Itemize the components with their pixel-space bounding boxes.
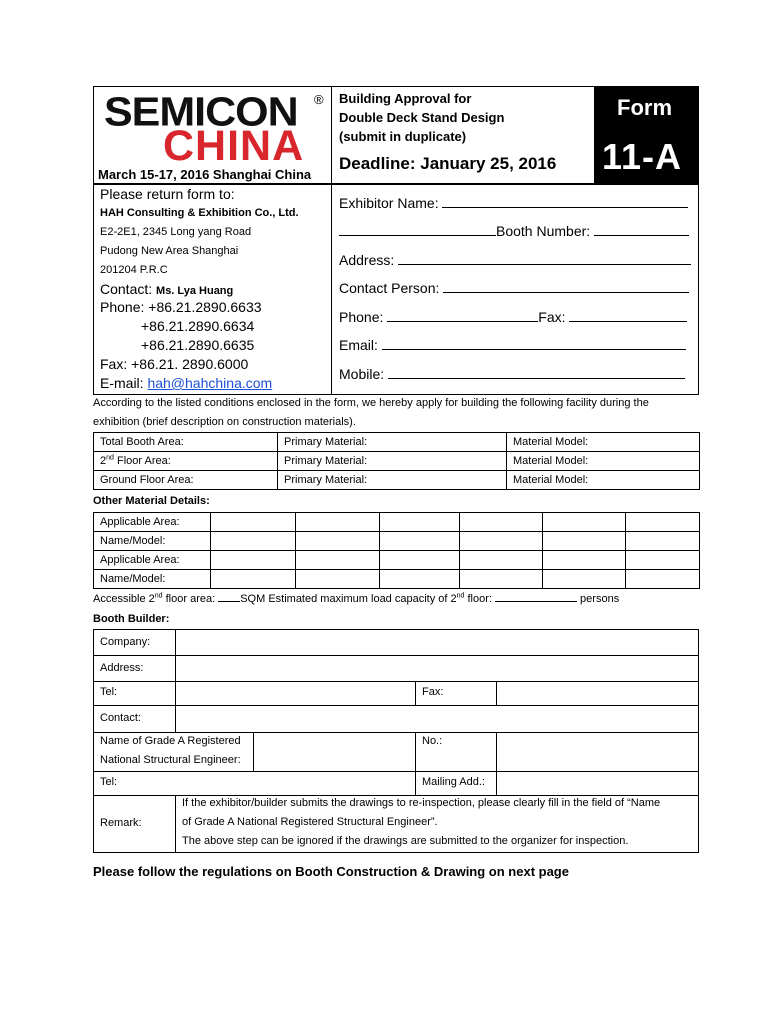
second-floor-area-cell[interactable] xyxy=(94,452,278,471)
email-field[interactable] xyxy=(339,337,686,353)
builder-contact-input[interactable] xyxy=(176,706,698,732)
builder-contact-label: Contact: xyxy=(100,712,141,724)
return-heading: Please return form to: xyxy=(100,186,235,202)
mobile-line[interactable] xyxy=(388,377,685,379)
engineer-tel-label: Tel: xyxy=(100,776,118,788)
remark-line-1: If the exhibitor/builder submits the drawings to re-inspection, please clearly fill in the field of “Name xyxy=(182,797,661,809)
input-cell[interactable] xyxy=(380,570,460,589)
booth-number-label: Booth Number: xyxy=(496,223,591,239)
second-floor-sup: nd xyxy=(106,454,114,462)
input-cell[interactable] xyxy=(626,513,700,532)
accessible-text-2: floor area: xyxy=(162,593,219,605)
primary-material-cell[interactable]: Primary Material: xyxy=(278,452,507,471)
return-phone-3: +86.21.2890.6635 xyxy=(141,337,255,353)
cell-divider xyxy=(415,681,416,705)
builder-fax-label: Fax: xyxy=(422,686,444,698)
builder-address-label: Address: xyxy=(100,662,144,674)
input-cell[interactable] xyxy=(543,513,626,532)
input-cell[interactable] xyxy=(543,551,626,570)
table-row xyxy=(94,551,700,570)
mailing-address-label: Mailing Add.: xyxy=(422,776,485,788)
input-cell[interactable] xyxy=(380,551,460,570)
input-cell[interactable] xyxy=(460,551,543,570)
builder-address-input[interactable] xyxy=(176,656,698,681)
cell-divider xyxy=(415,732,416,795)
input-cell[interactable] xyxy=(211,570,296,589)
builder-col-divider-remark xyxy=(175,795,176,853)
table-row xyxy=(94,513,700,532)
input-cell[interactable] xyxy=(380,532,460,551)
accessible-text-5: persons xyxy=(577,593,620,605)
table-row xyxy=(94,532,700,551)
deadline: Deadline: January 25, 2016 xyxy=(339,154,557,173)
accessible-area-line xyxy=(93,593,619,605)
return-address-3: 201204 P.R.C xyxy=(100,264,168,276)
mobile-field[interactable] xyxy=(339,366,685,382)
grade-a-no-label: No.: xyxy=(422,735,443,747)
phone-fax-field[interactable] xyxy=(339,309,687,325)
fax-line[interactable] xyxy=(569,320,687,322)
return-email-label: E-mail: xyxy=(100,375,144,391)
applicable-area-label: Applicable Area: xyxy=(94,513,211,532)
input-cell[interactable] xyxy=(211,532,296,551)
intro-line-1: According to the listed conditions enclosed in the form, we hereby apply for building the following facility during the xyxy=(93,397,649,409)
exhibitor-name-label: Exhibitor Name: xyxy=(339,195,439,211)
remark-line-3: The above step can be ignored if the drawings are submitted to the organizer for inspection. xyxy=(182,835,629,847)
name-model-label: Name/Model: xyxy=(94,532,211,551)
input-cell[interactable] xyxy=(211,551,296,570)
grade-a-label-2: National Structural Engineer: xyxy=(100,754,241,766)
mailing-address-input[interactable] xyxy=(497,772,698,795)
return-contact-label: Contact: xyxy=(100,281,153,297)
input-cell[interactable] xyxy=(543,570,626,589)
table-row xyxy=(94,433,700,452)
booth-number-line[interactable] xyxy=(594,234,689,236)
form-title-line3: (submit in duplicate) xyxy=(339,129,467,144)
contact-divider xyxy=(331,184,332,395)
form-label: Form xyxy=(617,95,672,120)
footer-note: Please follow the regulations on Booth Construction & Drawing on next page xyxy=(93,864,569,879)
primary-material-cell[interactable]: Primary Material: xyxy=(278,433,507,452)
input-cell[interactable] xyxy=(296,532,380,551)
form-number: 11-A xyxy=(602,136,683,177)
input-cell[interactable] xyxy=(296,513,380,532)
input-cell[interactable] xyxy=(543,532,626,551)
builder-company-label: Company: xyxy=(100,636,151,648)
address-line[interactable] xyxy=(398,263,691,265)
input-cell[interactable] xyxy=(460,570,543,589)
address-field[interactable] xyxy=(339,252,691,268)
fax-label: Fax: xyxy=(538,309,566,325)
total-booth-area-cell[interactable]: Total Booth Area: xyxy=(94,433,278,452)
accessible-text-4: floor: xyxy=(464,593,495,605)
return-contact-name: Ms. Lya Huang xyxy=(156,285,234,297)
return-fax: Fax: +86.21. 2890.6000 xyxy=(100,356,249,372)
builder-tel-input[interactable] xyxy=(176,682,415,705)
return-email-link[interactable]: hah@hahchina.com xyxy=(147,375,273,391)
engineer-tel-input[interactable] xyxy=(176,772,415,795)
return-company: HAH Consulting & Exhibition Co., Ltd. xyxy=(100,207,299,219)
material-model-cell[interactable]: Material Model: xyxy=(507,471,700,490)
name-model-label: Name/Model: xyxy=(94,570,211,589)
input-cell[interactable] xyxy=(296,570,380,589)
form-title-line2: Double Deck Stand Design xyxy=(339,110,505,125)
ground-floor-area-cell[interactable]: Ground Floor Area: xyxy=(94,471,278,490)
grade-a-name-input[interactable] xyxy=(254,733,415,771)
email-line[interactable] xyxy=(382,348,686,350)
accessible-sup-2: nd xyxy=(456,592,465,600)
booth-builder-heading: Booth Builder: xyxy=(93,613,170,625)
grade-a-no-input[interactable] xyxy=(497,733,698,771)
contact-person-line[interactable] xyxy=(443,291,689,293)
accessible-text-1: Accessible 2 xyxy=(93,593,155,605)
remark-label: Remark: xyxy=(100,817,142,829)
remark-line-2: of Grade A National Registered Structural Engineer”. xyxy=(182,816,438,828)
other-material-heading: Other Material Details: xyxy=(93,495,210,507)
input-cell[interactable] xyxy=(626,532,700,551)
input-cell[interactable] xyxy=(626,570,700,589)
email-label: Email: xyxy=(339,337,378,353)
accessible-sup-1: nd xyxy=(154,592,163,600)
booth-number-field[interactable] xyxy=(339,223,689,239)
table-row xyxy=(94,452,700,471)
load-capacity-input[interactable] xyxy=(495,600,577,602)
logo-semicon: SEMICON xyxy=(104,89,298,135)
return-email xyxy=(100,375,272,391)
contact-person-field[interactable] xyxy=(339,280,689,296)
input-cell[interactable] xyxy=(211,513,296,532)
contact-person-label: Contact Person: xyxy=(339,280,440,296)
table-row xyxy=(94,471,700,490)
return-address-1: E2-2E1, 2345 Long yang Road xyxy=(100,226,252,238)
applicable-area-label: Applicable Area: xyxy=(94,551,211,570)
event-date: March 15-17, 2016 Shanghai China xyxy=(98,167,312,182)
table-row xyxy=(94,570,700,589)
accessible-area-input[interactable] xyxy=(218,600,240,602)
exhibitor-name-line[interactable] xyxy=(442,206,688,208)
input-cell[interactable] xyxy=(460,532,543,551)
mobile-label: Mobile: xyxy=(339,366,385,382)
return-phone-1: Phone: +86.21.2890.6633 xyxy=(100,299,262,315)
return-address-2: Pudong New Area Shanghai xyxy=(100,245,239,257)
exhibitor-name-field[interactable] xyxy=(339,195,688,211)
input-cell[interactable] xyxy=(380,513,460,532)
intro-line-2: exhibition (brief description on construction materials). xyxy=(93,416,356,428)
other-material-table xyxy=(93,512,700,589)
primary-material-cell[interactable]: Primary Material: xyxy=(278,471,507,490)
area-table xyxy=(93,432,700,490)
material-model-cell[interactable]: Material Model: xyxy=(507,433,700,452)
input-cell[interactable] xyxy=(296,551,380,570)
input-cell[interactable] xyxy=(626,551,700,570)
logo-registered-mark: ® xyxy=(314,92,324,107)
return-phone-2: +86.21.2890.6634 xyxy=(141,318,255,334)
second-floor-text: Floor Area: xyxy=(113,455,171,467)
second-floor-num: 2 xyxy=(100,455,107,467)
row-line xyxy=(93,795,699,796)
phone-line[interactable] xyxy=(387,320,538,322)
form-title-line1: Building Approval for xyxy=(339,91,472,106)
builder-fax-input[interactable] xyxy=(497,682,698,705)
input-cell[interactable] xyxy=(460,513,543,532)
booth-prefix-line[interactable] xyxy=(339,234,496,236)
builder-tel-label: Tel: xyxy=(100,686,118,698)
address-label: Address: xyxy=(339,252,395,268)
header-divider-left xyxy=(331,86,332,184)
material-model-cell[interactable]: Material Model: xyxy=(507,452,700,471)
builder-company-input[interactable] xyxy=(176,630,698,655)
logo-china: CHINA xyxy=(163,122,305,170)
return-contact xyxy=(100,281,233,297)
grade-a-label-1: Name of Grade A Registered xyxy=(100,735,241,747)
phone-label: Phone: xyxy=(339,309,384,325)
accessible-text-3: SQM Estimated maximum load capacity of 2 xyxy=(240,593,457,605)
